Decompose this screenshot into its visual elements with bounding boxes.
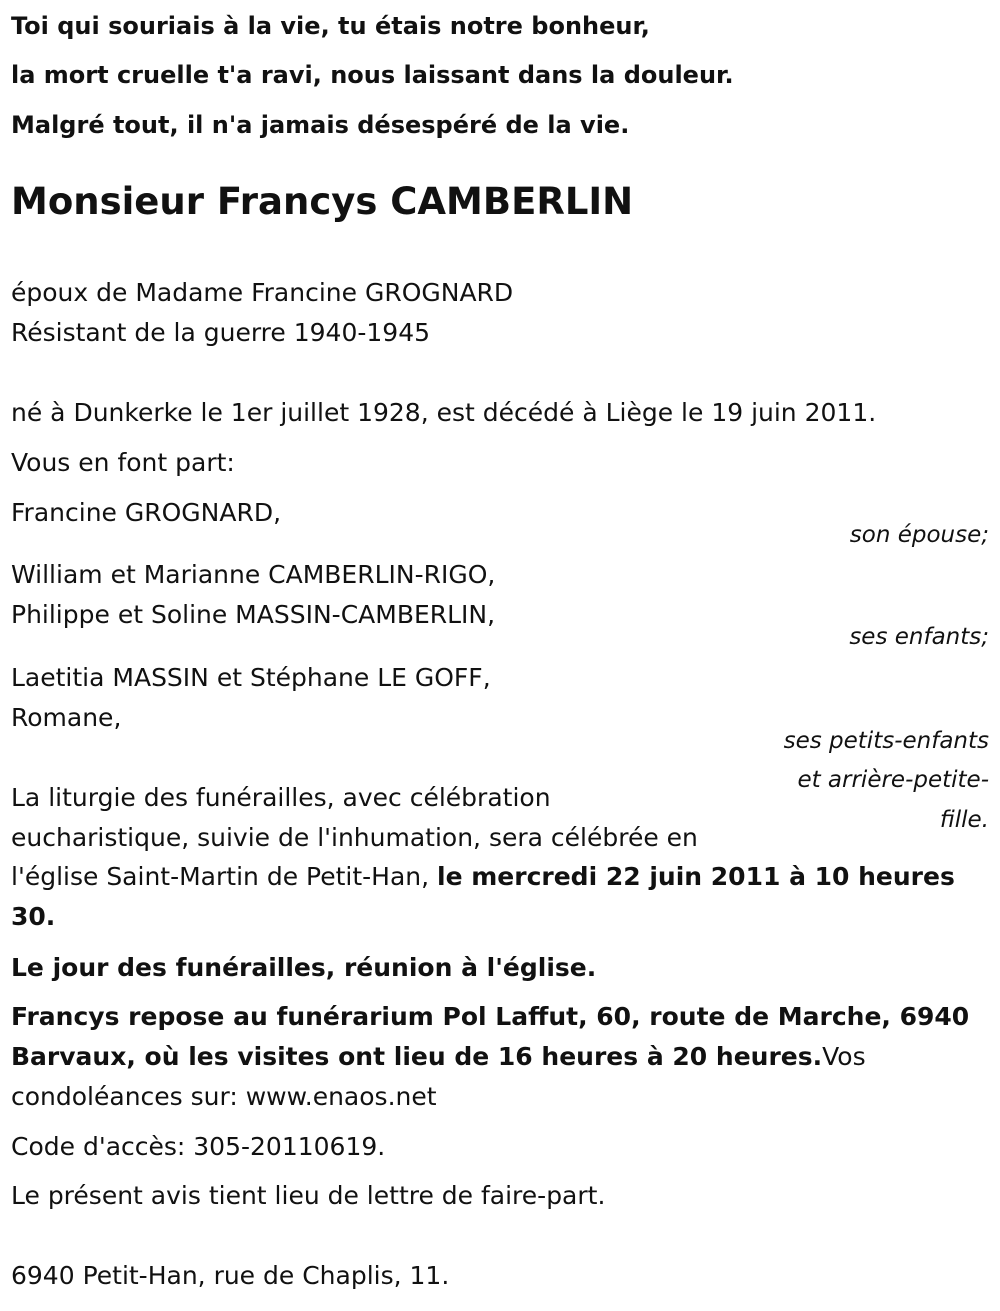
family-name-line: Francine GROGNARD, bbox=[11, 498, 282, 527]
address-line: 6940 Petit-Han, rue de Chaplis, 11. bbox=[11, 1261, 450, 1290]
family-name-line: William et Marianne CAMBERLIN-RIGO, bbox=[11, 560, 496, 589]
liturgy-line-3 bbox=[11, 862, 955, 891]
poem-line-1: Toi qui souriais à la vie, tu étais notre bonheur, bbox=[11, 12, 650, 40]
announcers-intro: Vous en font part: bbox=[11, 448, 235, 477]
liturgy-line-1: La liturgie des funérailles, avec célébration bbox=[11, 783, 551, 812]
notice-line: Le présent avis tient lieu de lettre de faire-part. bbox=[11, 1181, 606, 1210]
visitation-hours: Barvaux, où les visites ont lieu de 16 heures à 20 heures. bbox=[11, 1042, 823, 1071]
condolences-prefix: Vos bbox=[822, 1042, 866, 1071]
family-relation: ses petits-enfants bbox=[783, 728, 989, 754]
visitation-line-1: Francys repose au funérarium Pol Laffut, 60, route de Marche, 6940 bbox=[11, 1002, 970, 1031]
family-relation: et arrière-petite- bbox=[797, 767, 989, 793]
visitation-line-2 bbox=[11, 1042, 866, 1071]
family-relation: ses enfants; bbox=[849, 624, 989, 650]
meeting-line: Le jour des funérailles, réunion à l'église. bbox=[11, 953, 597, 982]
spouse-line: époux de Madame Francine GROGNARD bbox=[11, 278, 514, 307]
liturgy-date: le mercredi 22 juin 2011 à 10 heures bbox=[437, 862, 955, 891]
family-name-line: Laetitia MASSIN et Stéphane LE GOFF, bbox=[11, 663, 491, 692]
liturgy-line-4: 30. bbox=[11, 902, 56, 931]
poem-line-3: Malgré tout, il n'a jamais désespéré de la vie. bbox=[11, 111, 630, 139]
condolences-line: condoléances sur: www.enaos.net bbox=[11, 1082, 437, 1111]
access-code: Code d'accès: 305-20110619. bbox=[11, 1132, 386, 1161]
resistance-line: Résistant de la guerre 1940-1945 bbox=[11, 318, 431, 347]
family-name-line: Philippe et Soline MASSIN-CAMBERLIN, bbox=[11, 600, 496, 629]
birth-death-line: né à Dunkerke le 1er juillet 1928, est décédé à Liège le 19 juin 2011. bbox=[11, 398, 877, 427]
liturgy-line-2: eucharistique, suivie de l'inhumation, sera célébrée en bbox=[11, 823, 698, 852]
deceased-name-title: Monsieur Francys CAMBERLIN bbox=[11, 180, 634, 223]
liturgy-church: l'église Saint-Martin de Petit-Han, bbox=[11, 862, 438, 891]
family-relation: fille. bbox=[939, 807, 989, 833]
family-relation: son épouse; bbox=[849, 522, 989, 548]
poem-line-2: la mort cruelle t'a ravi, nous laissant dans la douleur. bbox=[11, 61, 734, 89]
family-name-line: Romane, bbox=[11, 703, 122, 732]
